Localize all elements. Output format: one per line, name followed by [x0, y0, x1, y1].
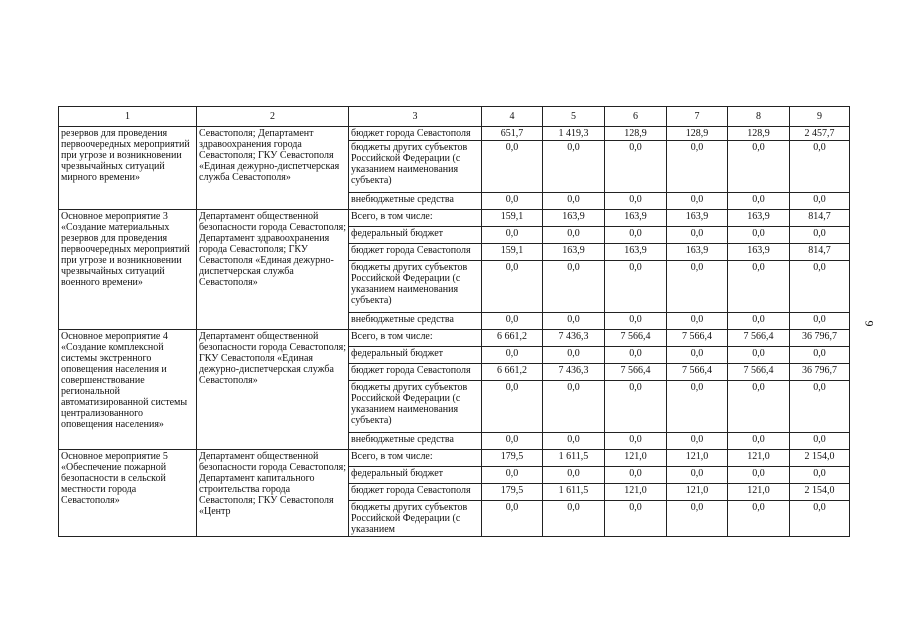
value-cell: 7 566,4: [667, 330, 728, 347]
table-row: [59, 330, 850, 347]
value-cell: 0,0: [728, 347, 790, 364]
value-cell: 121,0: [667, 484, 728, 501]
value-cell: 0,0: [543, 313, 605, 330]
value-cell: 0,0: [543, 261, 605, 313]
source-cell: внебюджетные средства: [349, 433, 482, 450]
source-cell: бюджет города Севастополя: [349, 364, 482, 381]
value-cell: 179,5: [482, 450, 543, 467]
source-cell: бюджет города Севастополя: [349, 127, 482, 141]
value-cell: 163,9: [728, 244, 790, 261]
executor-cell: Департамент общественной безопасности города Севастополя; Департамент здравоохранения города Севастополя; ГКУ Севастополя «Единая дежурно-диспетчерская служба Севастополя»: [197, 210, 349, 330]
source-cell: федеральный бюджет: [349, 467, 482, 484]
total-value-cell: 0,0: [790, 313, 850, 330]
header-row: [59, 107, 850, 127]
value-cell: 0,0: [605, 227, 667, 244]
value-cell: 0,0: [605, 313, 667, 330]
value-cell: 0,0: [482, 261, 543, 313]
value-cell: 0,0: [543, 193, 605, 210]
value-cell: 163,9: [543, 244, 605, 261]
executor-cell: Департамент общественной безопасности города Севастополя; ГКУ Севастополя «Единая дежурно-диспетчерская служба Севастополя»: [197, 330, 349, 450]
value-cell: 7 436,3: [543, 330, 605, 347]
header-cell: 6: [605, 107, 667, 127]
value-cell: 163,9: [728, 210, 790, 227]
value-cell: 0,0: [605, 347, 667, 364]
value-cell: 0,0: [667, 227, 728, 244]
value-cell: 0,0: [605, 433, 667, 450]
total-value-cell: 36 796,7: [790, 330, 850, 347]
measure-cell: Основное мероприятие 5 «Обеспечение пожарной безопасности в сельской местности города Севастополя»: [59, 450, 197, 537]
value-cell: 6 661,2: [482, 330, 543, 347]
value-cell: 0,0: [605, 193, 667, 210]
source-cell: бюджеты других субъектов Российской Федерации (с указанием: [349, 501, 482, 537]
table-body: [59, 127, 850, 537]
value-cell: 7 566,4: [605, 330, 667, 347]
header-cell: 5: [543, 107, 605, 127]
source-cell: федеральный бюджет: [349, 227, 482, 244]
value-cell: 0,0: [667, 467, 728, 484]
source-cell: Всего, в том числе:: [349, 210, 482, 227]
value-cell: 0,0: [667, 193, 728, 210]
value-cell: 0,0: [543, 347, 605, 364]
funding-table: [58, 106, 850, 537]
total-value-cell: 814,7: [790, 244, 850, 261]
value-cell: 6 661,2: [482, 364, 543, 381]
value-cell: 0,0: [728, 227, 790, 244]
value-cell: 163,9: [543, 210, 605, 227]
value-cell: 0,0: [482, 433, 543, 450]
value-cell: 0,0: [728, 261, 790, 313]
value-cell: 0,0: [482, 347, 543, 364]
value-cell: 0,0: [667, 347, 728, 364]
value-cell: 0,0: [543, 501, 605, 537]
value-cell: 0,0: [482, 501, 543, 537]
value-cell: 0,0: [667, 261, 728, 313]
total-value-cell: 0,0: [790, 227, 850, 244]
value-cell: 0,0: [482, 227, 543, 244]
value-cell: 1 611,5: [543, 484, 605, 501]
source-cell: бюджеты других субъектов Российской Федерации (с указанием наименования субъекта): [349, 261, 482, 313]
table-row: [59, 127, 850, 141]
value-cell: 1 611,5: [543, 450, 605, 467]
value-cell: 0,0: [605, 467, 667, 484]
value-cell: 7 566,4: [667, 364, 728, 381]
value-cell: 0,0: [543, 227, 605, 244]
value-cell: 128,9: [605, 127, 667, 141]
total-value-cell: 2 154,0: [790, 484, 850, 501]
value-cell: 0,0: [482, 467, 543, 484]
measure-cell: Основное мероприятие 3 «Создание материальных резервов для проведения первоочередных мероприятий при угрозе и возникновении чрезвычайных ситуаций военного времени»: [59, 210, 197, 330]
header-cell: 4: [482, 107, 543, 127]
total-value-cell: 0,0: [790, 347, 850, 364]
value-cell: 1 419,3: [543, 127, 605, 141]
value-cell: 163,9: [667, 210, 728, 227]
value-cell: 0,0: [543, 433, 605, 450]
total-value-cell: 0,0: [790, 467, 850, 484]
total-value-cell: 0,0: [790, 193, 850, 210]
header-cell: 8: [728, 107, 790, 127]
source-cell: федеральный бюджет: [349, 347, 482, 364]
value-cell: 0,0: [728, 467, 790, 484]
source-cell: Всего, в том числе:: [349, 330, 482, 347]
value-cell: 0,0: [482, 141, 543, 193]
value-cell: 121,0: [728, 450, 790, 467]
value-cell: 0,0: [605, 381, 667, 433]
value-cell: 651,7: [482, 127, 543, 141]
value-cell: 7 566,4: [728, 330, 790, 347]
executor-cell: Севастополя; Департамент здравоохранения города Севастополя; ГКУ Севастополя «Единая дежурно-диспетчерская служба Севастополя»: [197, 127, 349, 210]
value-cell: 0,0: [605, 141, 667, 193]
executor-cell: Департамент общественной безопасности города Севастополя; Департамент капитального строительства города Севастополя; ГКУ Севастополя «Центр: [197, 450, 349, 537]
value-cell: 159,1: [482, 244, 543, 261]
table-row: [59, 210, 850, 227]
value-cell: 7 566,4: [728, 364, 790, 381]
total-value-cell: 814,7: [790, 210, 850, 227]
total-value-cell: 36 796,7: [790, 364, 850, 381]
value-cell: 121,0: [605, 484, 667, 501]
value-cell: 0,0: [728, 141, 790, 193]
source-cell: бюджеты других субъектов Российской Федерации (с указанием наименования субъекта): [349, 381, 482, 433]
total-value-cell: 0,0: [790, 261, 850, 313]
source-cell: бюджеты других субъектов Российской Федерации (с указанием наименования субъекта): [349, 141, 482, 193]
value-cell: 0,0: [728, 501, 790, 537]
table-row: [59, 450, 850, 467]
source-cell: Всего, в том числе:: [349, 450, 482, 467]
value-cell: 0,0: [482, 381, 543, 433]
source-cell: бюджет города Севастополя: [349, 484, 482, 501]
total-value-cell: 0,0: [790, 381, 850, 433]
header-cell: 7: [667, 107, 728, 127]
value-cell: 0,0: [543, 381, 605, 433]
value-cell: 163,9: [605, 244, 667, 261]
value-cell: 0,0: [728, 381, 790, 433]
value-cell: 0,0: [728, 193, 790, 210]
total-value-cell: 2 154,0: [790, 450, 850, 467]
header-cell: 9: [790, 107, 850, 127]
header-cell: 2: [197, 107, 349, 127]
value-cell: 163,9: [667, 244, 728, 261]
value-cell: 159,1: [482, 210, 543, 227]
measure-cell: Основное мероприятие 4 «Создание комплексной системы экстренного оповещения населения и совершенствование региональной автоматизированной системы централизованного оповещения населения»: [59, 330, 197, 450]
value-cell: 0,0: [667, 313, 728, 330]
value-cell: 0,0: [543, 141, 605, 193]
value-cell: 121,0: [728, 484, 790, 501]
value-cell: 0,0: [728, 313, 790, 330]
value-cell: 7 566,4: [605, 364, 667, 381]
value-cell: 0,0: [605, 501, 667, 537]
header-cell: 1: [59, 107, 197, 127]
total-value-cell: 0,0: [790, 141, 850, 193]
value-cell: 0,0: [728, 433, 790, 450]
value-cell: 0,0: [482, 313, 543, 330]
value-cell: 121,0: [667, 450, 728, 467]
value-cell: 128,9: [728, 127, 790, 141]
value-cell: 0,0: [667, 433, 728, 450]
value-cell: 179,5: [482, 484, 543, 501]
total-value-cell: 0,0: [790, 433, 850, 450]
value-cell: 7 436,3: [543, 364, 605, 381]
value-cell: 163,9: [605, 210, 667, 227]
total-value-cell: 0,0: [790, 501, 850, 537]
page-number: 9: [862, 320, 877, 327]
value-cell: 128,9: [667, 127, 728, 141]
total-value-cell: 2 457,7: [790, 127, 850, 141]
value-cell: 0,0: [667, 381, 728, 433]
source-cell: внебюджетные средства: [349, 313, 482, 330]
value-cell: 0,0: [667, 141, 728, 193]
source-cell: внебюджетные средства: [349, 193, 482, 210]
value-cell: 0,0: [543, 467, 605, 484]
value-cell: 0,0: [667, 501, 728, 537]
value-cell: 0,0: [482, 193, 543, 210]
value-cell: 121,0: [605, 450, 667, 467]
header-cell: 3: [349, 107, 482, 127]
measure-cell: резервов для проведения первоочередных мероприятий при угрозе и возникновении чрезвычайных ситуаций мирного времени»: [59, 127, 197, 210]
source-cell: бюджет города Севастополя: [349, 244, 482, 261]
value-cell: 0,0: [605, 261, 667, 313]
